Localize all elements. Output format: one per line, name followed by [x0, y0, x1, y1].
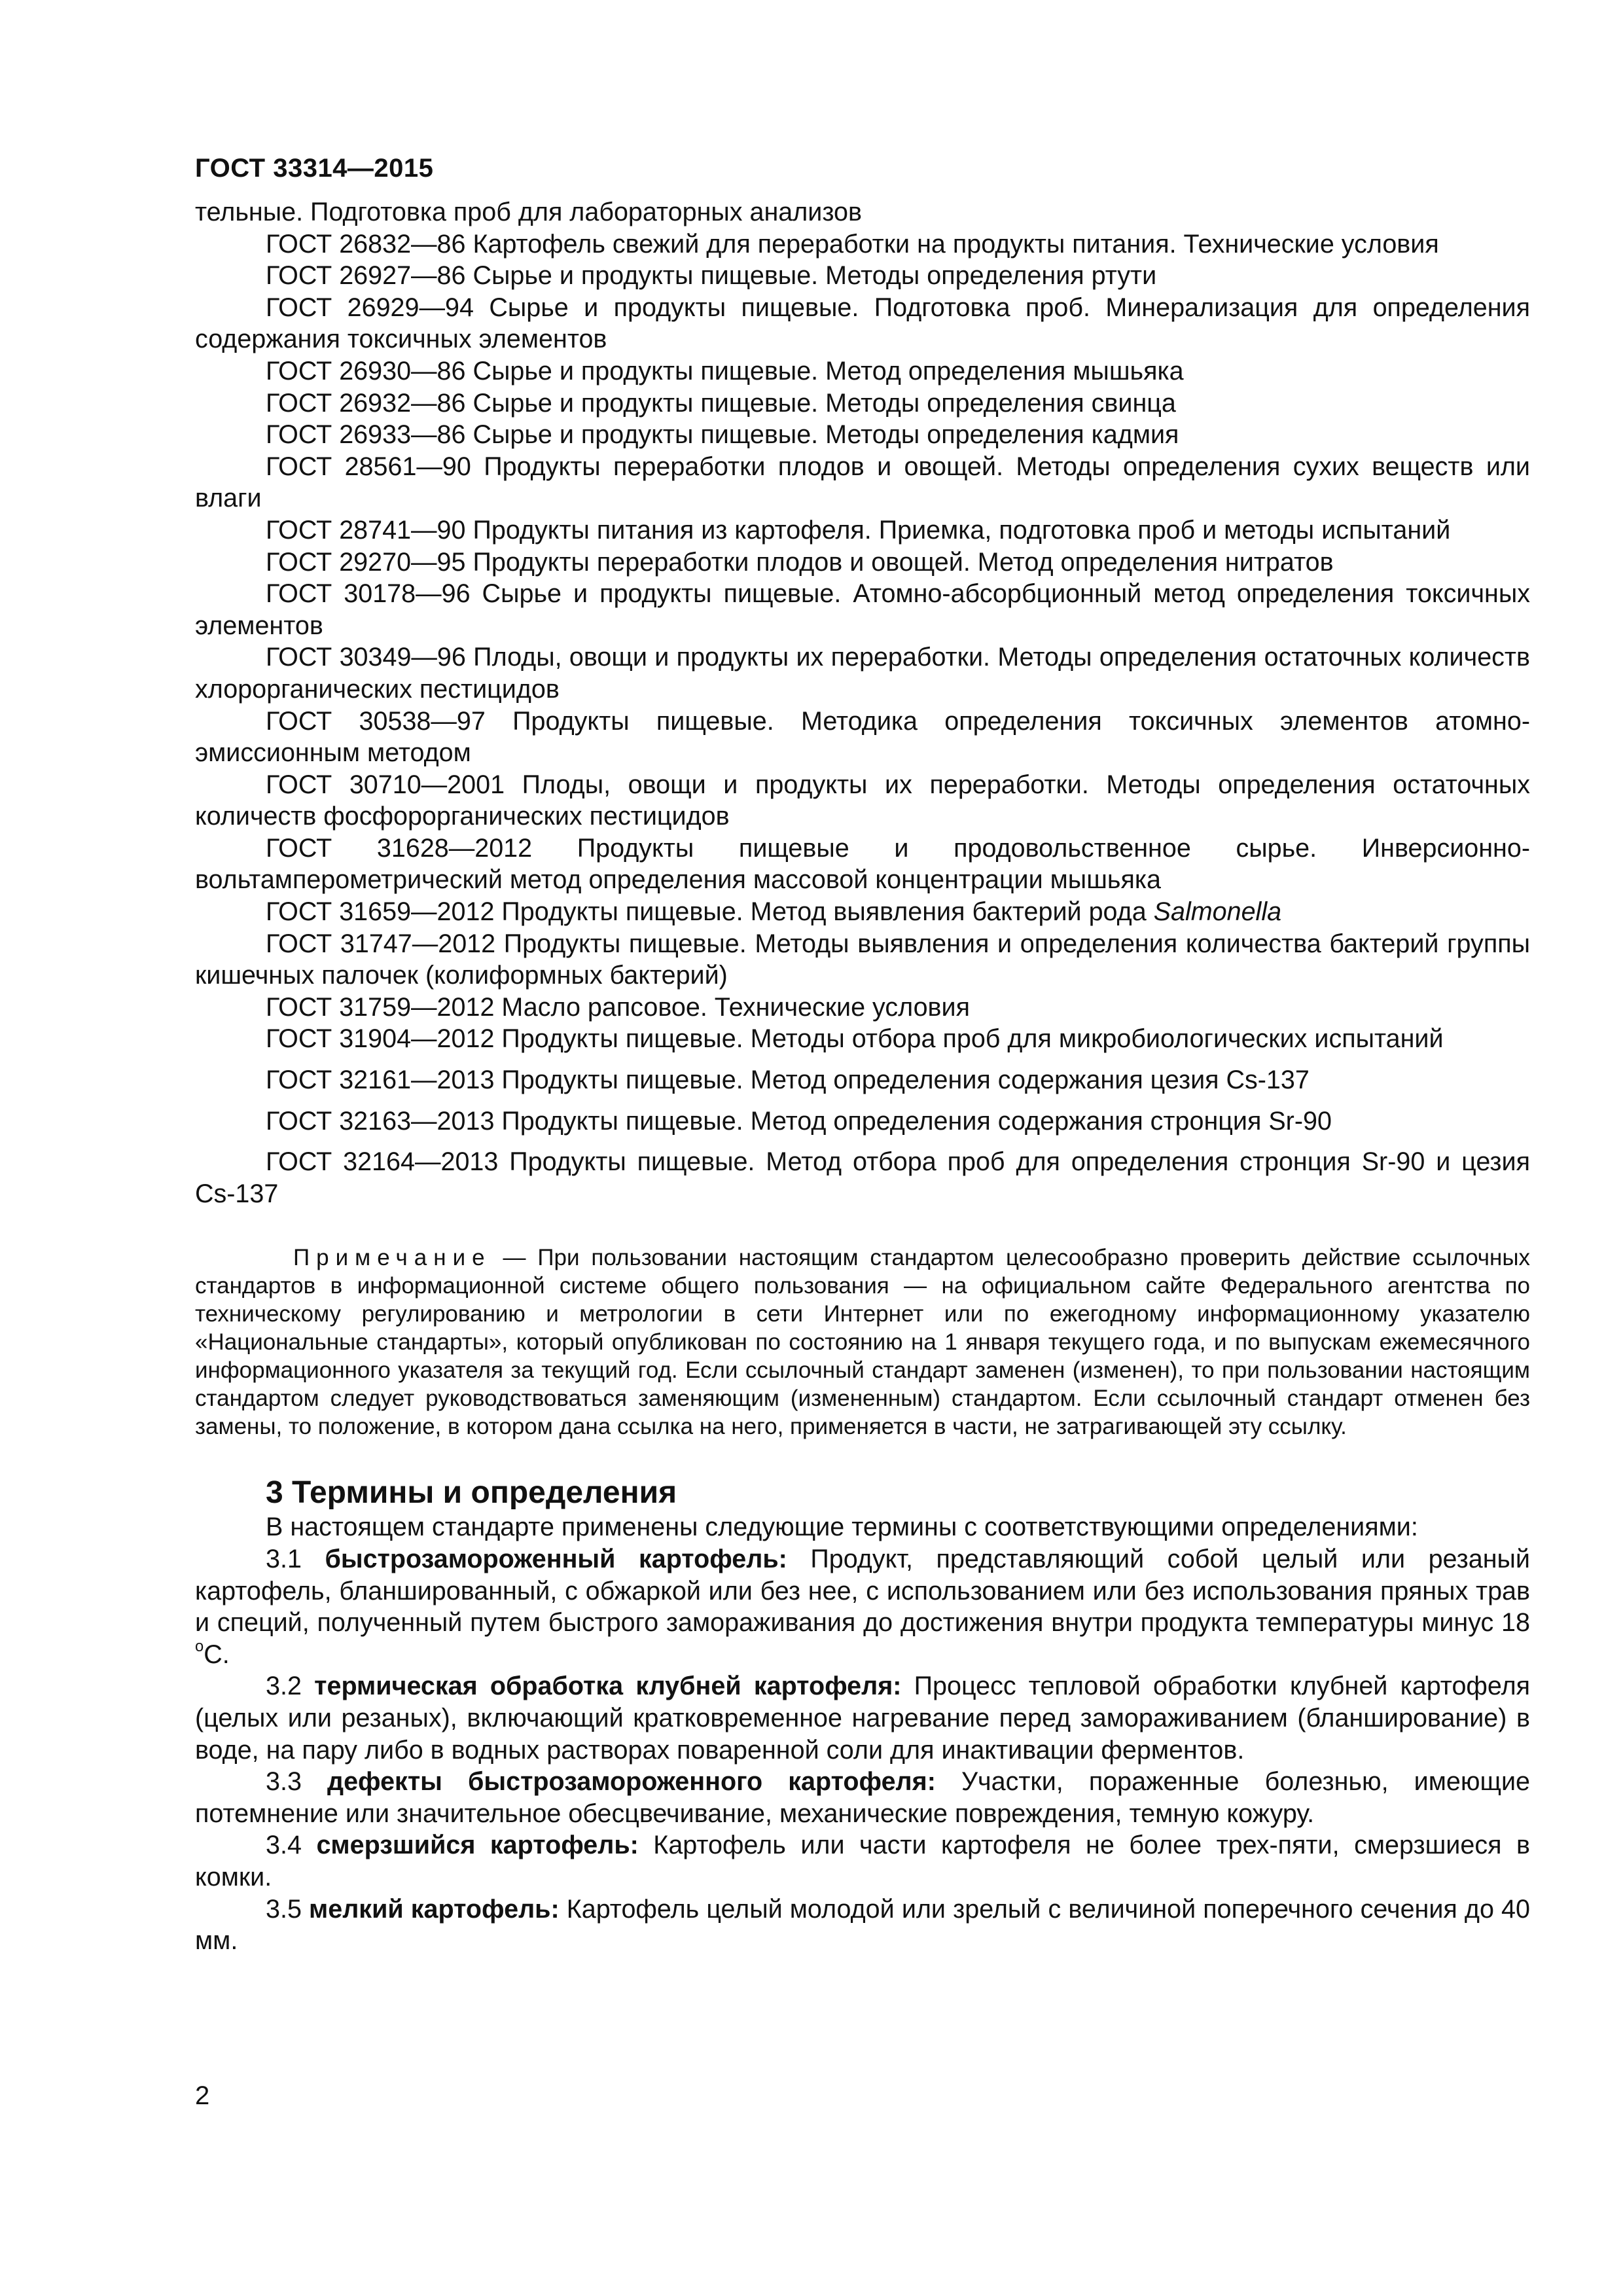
- term-name: дефекты быстрозамороженного картофеля:: [327, 1767, 936, 1797]
- term-definition: [195, 1766, 1530, 1829]
- section-3-intro: В настоящем стандарте применены следующие термины с соответствующими определениями:: [266, 1513, 1418, 1542]
- term-definition-text: Продукт, представляющий собой целый или резаный картофель, бланшированный, с обжаркой или без нее, с использованием или без использования пряных трав и специй, полученный путем быстрого замораживания до достижения внутри продукта температуры минус 18: [195, 1545, 1530, 1638]
- reference-item: ГОСТ 31628—2012 Продукты пищевые и продовольственное сырье. Инверсионно-вольтамперометрический метод определения массовой концентрации мышьяка: [195, 833, 1530, 895]
- term-definition-text: Картофель целый молодой или зрелый с величиной поперечного сечения до 40 мм.: [195, 1894, 1530, 1956]
- reference-item: ГОСТ 28561—90 Продукты переработки плодов и овощей. Методы определения сухих веществ или влаги: [195, 452, 1530, 513]
- term-definition: [195, 1543, 1530, 1670]
- reference-item: ГОСТ 30178—96 Сырье и продукты пищевые. Атомно-абсорбционный метод определения токсичных элементов: [195, 579, 1530, 640]
- term-name: смерзшийся картофель:: [316, 1831, 639, 1860]
- reference-item: ГОСТ 29270—95 Продукты переработки плодов и овощей. Метод определения нитратов: [266, 547, 1334, 577]
- reference-item: ГОСТ 32161—2013 Продукты пищевые. Метод определения содержания цезия Cs-137: [266, 1066, 1310, 1095]
- reference-continuation: тельные. Подготовка проб для лабораторных анализов: [195, 198, 862, 226]
- term-number: 3.2: [266, 1672, 315, 1701]
- reference-item: ГОСТ 31747—2012 Продукты пищевые. Методы выявления и определения количества бактерий группы кишечных палочек (колиформных бактерий): [195, 929, 1530, 990]
- term-definition-text: Картофель или части картофеля не более трех-пяти, смерзшиеся в комки.: [195, 1831, 1531, 1892]
- reference-item: ГОСТ 32164—2013 Продукты пищевые. Метод отбора проб для определения стронция Sr-90 и цезия Cs-137: [195, 1147, 1530, 1208]
- reference-item: ГОСТ 32163—2013 Продукты пищевые. Метод определения содержания стронция Sr-90: [266, 1106, 1332, 1136]
- reference-item: ГОСТ 26932—86 Сырье и продукты пищевые. Методы определения свинца: [266, 388, 1176, 418]
- reference-item: ГОСТ 26927—86 Сырье и продукты пищевые. Методы определения ртути: [266, 261, 1157, 291]
- reference-item: ГОСТ 30349—96 Плоды, овощи и продукты их переработки. Методы определения остаточных количеств хлорорганических пестицидов: [195, 643, 1530, 704]
- term-number: 3.1: [266, 1545, 325, 1573]
- reference-item: ГОСТ 30710—2001 Плоды, овощи и продукты их переработки. Методы определения остаточных количеств фосфорорганических пестицидов: [195, 770, 1530, 831]
- reference-text: ГОСТ 31659—2012 Продукты пищевые. Метод выявления бактерий рода: [266, 897, 1154, 927]
- reference-item: ГОСТ 31904—2012 Продукты пищевые. Методы отбора проб для микробиологических испытаний: [266, 1024, 1444, 1054]
- note-block: [195, 1244, 1530, 1441]
- term-definition-text: Участки, пораженные болезнью, имеющие потемнение или значительное обесцвечивание, механические повреждения, темную кожуру.: [195, 1767, 1530, 1828]
- reference-item: ГОСТ 28741—90 Продукты питания из картофеля. Приемка, подготовка проб и методы испытаний: [266, 515, 1451, 545]
- term-name: термическая обработка клубней картофеля:: [314, 1672, 902, 1701]
- term-definition-text: Процесс тепловой обработки клубней картофеля (целых или резаных), включающий кратковременное нагревание перед замораживанием (бланширование) в воде, на пару либо в водных растворах поваренной соли для инактивации ферментов.: [195, 1672, 1531, 1765]
- reference-item: ГОСТ 26832—86 Картофель свежий для переработки на продукты питания. Технические условия: [266, 229, 1439, 259]
- term-name: мелкий картофель:: [309, 1894, 560, 1924]
- document-header: ГОСТ 33314—2015: [195, 154, 434, 183]
- reference-item: ГОСТ 26933—86 Сырье и продукты пищевые. Методы определения кадмия: [266, 420, 1179, 450]
- term-name: быстрозамороженный картофель:: [325, 1545, 787, 1573]
- reference-item: ГОСТ 30538—97 Продукты пищевые. Методика определения токсичных элементов атомно-эмиссионным методом: [195, 706, 1530, 768]
- term-number: 3.4: [266, 1831, 317, 1860]
- page-number: 2: [195, 2081, 210, 2110]
- temperature-unit: С.: [204, 1640, 230, 1669]
- reference-item: ГОСТ 31759—2012 Масло рапсовое. Технические условия: [266, 992, 970, 1022]
- term-definition: [195, 1670, 1530, 1766]
- note-label: Примечание: [293, 1245, 491, 1271]
- reference-item: ГОСТ 26929—94 Сырье и продукты пищевые. Подготовка проб. Минерализация для определения содержания токсичных элементов: [195, 293, 1530, 354]
- term-number: 3.5: [266, 1894, 310, 1924]
- reference-item: [195, 896, 1530, 928]
- term-definition: [195, 1829, 1530, 1893]
- reference-item: ГОСТ 26930—86 Сырье и продукты пищевые. Метод определения мышьяка: [266, 356, 1184, 386]
- degree-symbol: о: [195, 1638, 204, 1656]
- document-body: [195, 196, 1530, 1957]
- term-number: 3.3: [266, 1767, 327, 1797]
- normative-references-list: [195, 228, 1530, 1210]
- note-text: — При пользовании настоящим стандартом целесообразно проверить действие ссылочных стандартов в информационной системе общего пользования — на официальном сайте Федерального агентства по техническому регулированию и метрологии в сети Интернет или по ежегодному информационному указателю «Национальные стандарты», который опубликован по состоянию на 1 января текущего года, и по выпускам ежемесячного информационного указателя за текущий год. Если ссылочный стандарт заменен (изменен), то при пользовании настоящим стандартом следует руководствоваться заменяющим (измененным) стандартом. Если ссылочный стандарт отменен без замены, то положение, в котором дана ссылка на него, применяется в части, не затрагивающей эту ссылку.: [195, 1245, 1530, 1440]
- section-3-heading: 3 Термины и определения: [266, 1475, 677, 1511]
- term-definition: [195, 1893, 1530, 1957]
- salmonella-italic: Salmonella: [1153, 897, 1282, 927]
